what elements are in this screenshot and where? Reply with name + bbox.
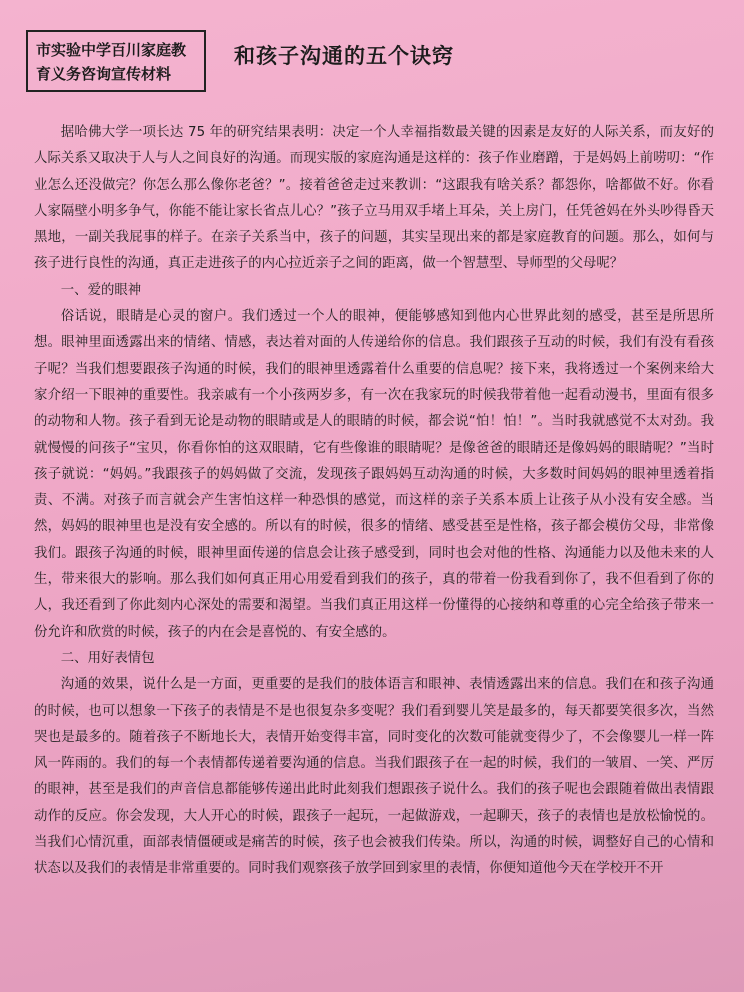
document-title: 和孩子沟通的五个诀窍 bbox=[234, 44, 454, 68]
section-heading-1: 一、爱的眼神 bbox=[60, 282, 142, 298]
stamp-box bbox=[26, 30, 206, 92]
intro-paragraph: 据哈佛大学一项长达 75 年的研究结果表明：决定一个人幸福指数最关键的因素是友好的人际关系，而友好的人际关系又取决于人与人之间良好的沟通。而现实版的家庭沟通是这样的：孩子作业磨蹭，于是妈妈上前唠叨：“作业怎么还没做完？你怎么那么像你老爸？”。接着爸爸走过来教训：“这跟我有啥关系？都怨你，啥都做不好。你看人家隔壁小明多争气，你能不能让家长省点儿心？”孩子立马用双手堵上耳朵，关上房门，任凭爸妈在外头吵得昏天黑地，一副关我屁事的样子。在亲子关系当中，孩子的问题，其实呈现出来的都是家庭教育的问题。那么，如何与孩子进行良性的沟通，真正走进孩子的内心拉近亲子之间的距离，做一个智慧型、导师型的父母呢？ bbox=[34, 125, 714, 272]
section-paragraph-2: 沟通的效果，说什么是一方面，更重要的是我们的肢体语言和眼神、表情透露出来的信息。我们在和孩子沟通的时候，也可以想象一下孩子的表情是不是也很复杂多变呢？我们看到婴儿笑是最多的，每天都要笑很多次，当然哭也是最多的。随着孩子不断地长大，表情开始变得丰富，同时变化的次数可能就变得少了，不会像婴儿一样一阵风一阵雨的。我们的每一个表情都传递着要沟通的信息。当我们跟孩子在一起的时候，我们的一皱眉、一笑、严厉的眼神，甚至是我们的声音信息都能够传递出此时此刻我们想跟孩子说什么。我们的孩子呢也会跟随着做出表情跟动作的反应。你会发现，大人开心的时候，跟孩子一起玩，一起做游戏，一起聊天，孩子的表情也是放松愉悦的。当我们心情沉重，面部表情僵硬或是痛苦的时候，孩子也会被我们传染。所以，沟通的时候，调整好自己的心情和状态以及我们的表情是非常重要的。同时我们观察孩子放学回到家里的表情，你便知道他今天在学校开不开 bbox=[34, 677, 714, 877]
section-heading-2: 二、用好表情包 bbox=[60, 650, 155, 666]
stamp-line-1: 市实验中学百川家庭教 bbox=[36, 41, 187, 59]
stamp-line-2: 育义务咨询宣传材料 bbox=[36, 65, 172, 83]
document-body bbox=[34, 120, 714, 883]
section-paragraph-1: 俗话说，眼睛是心灵的窗户。我们透过一个人的眼神，便能够感知到他内心世界此刻的感受，甚至是所思所想。眼神里面透露出来的情绪、情感，表达着对面的人传递给你的信息。我们跟孩子互动的时候，我们有没有看孩子呢？当我们想要跟孩子沟通的时候，我们的眼神里透露着什么重要的信息呢？接下来，我将透过一个案例来给大家介绍一下眼神的重要性。我亲戚有一个小孩两岁多，有一次在我家玩的时候我带着他一起看动漫书，里面有很多的动物和人物。孩子看到无论是动物的眼睛或是人的眼睛的时候，都会说“怕！怕！”。当时我就感觉不太对劲。我就慢慢的问孩子“宝贝，你看你怕的这双眼睛，它有些像谁的眼睛呢？是像爸爸的眼睛还是像妈妈的眼睛呢？”当时孩子就说：“妈妈。”我跟孩子的妈妈做了交流，发现孩子跟妈妈互动沟通的时候，大多数时间妈妈的眼神里透着指责、不满。对孩子而言就会产生害怕这样一种恐惧的感觉，而这样的亲子关系本质上让孩子从小没有安全感。当然，妈妈的眼神里也是没有安全感的。所以有的时候，很多的情绪、感受甚至是性格，孩子都会模仿父母，非常像我们。跟孩子沟通的时候，眼神里面传递的信息会让孩子感受到，同时也会对他的性格、沟通能力以及他未来的人生，带来很大的影响。那么我们如何真正用心用爱看到我们的孩子，真的带着一份我看到你了，我不但看到了你的人，我还看到了你此刻内心深处的需要和渴望。当我们真正用这样一份懂得的心接纳和尊重的心完全给孩子带来一份允许和欣赏的时候，孩子的内在会是喜悦的、有安全感的。 bbox=[34, 309, 714, 640]
